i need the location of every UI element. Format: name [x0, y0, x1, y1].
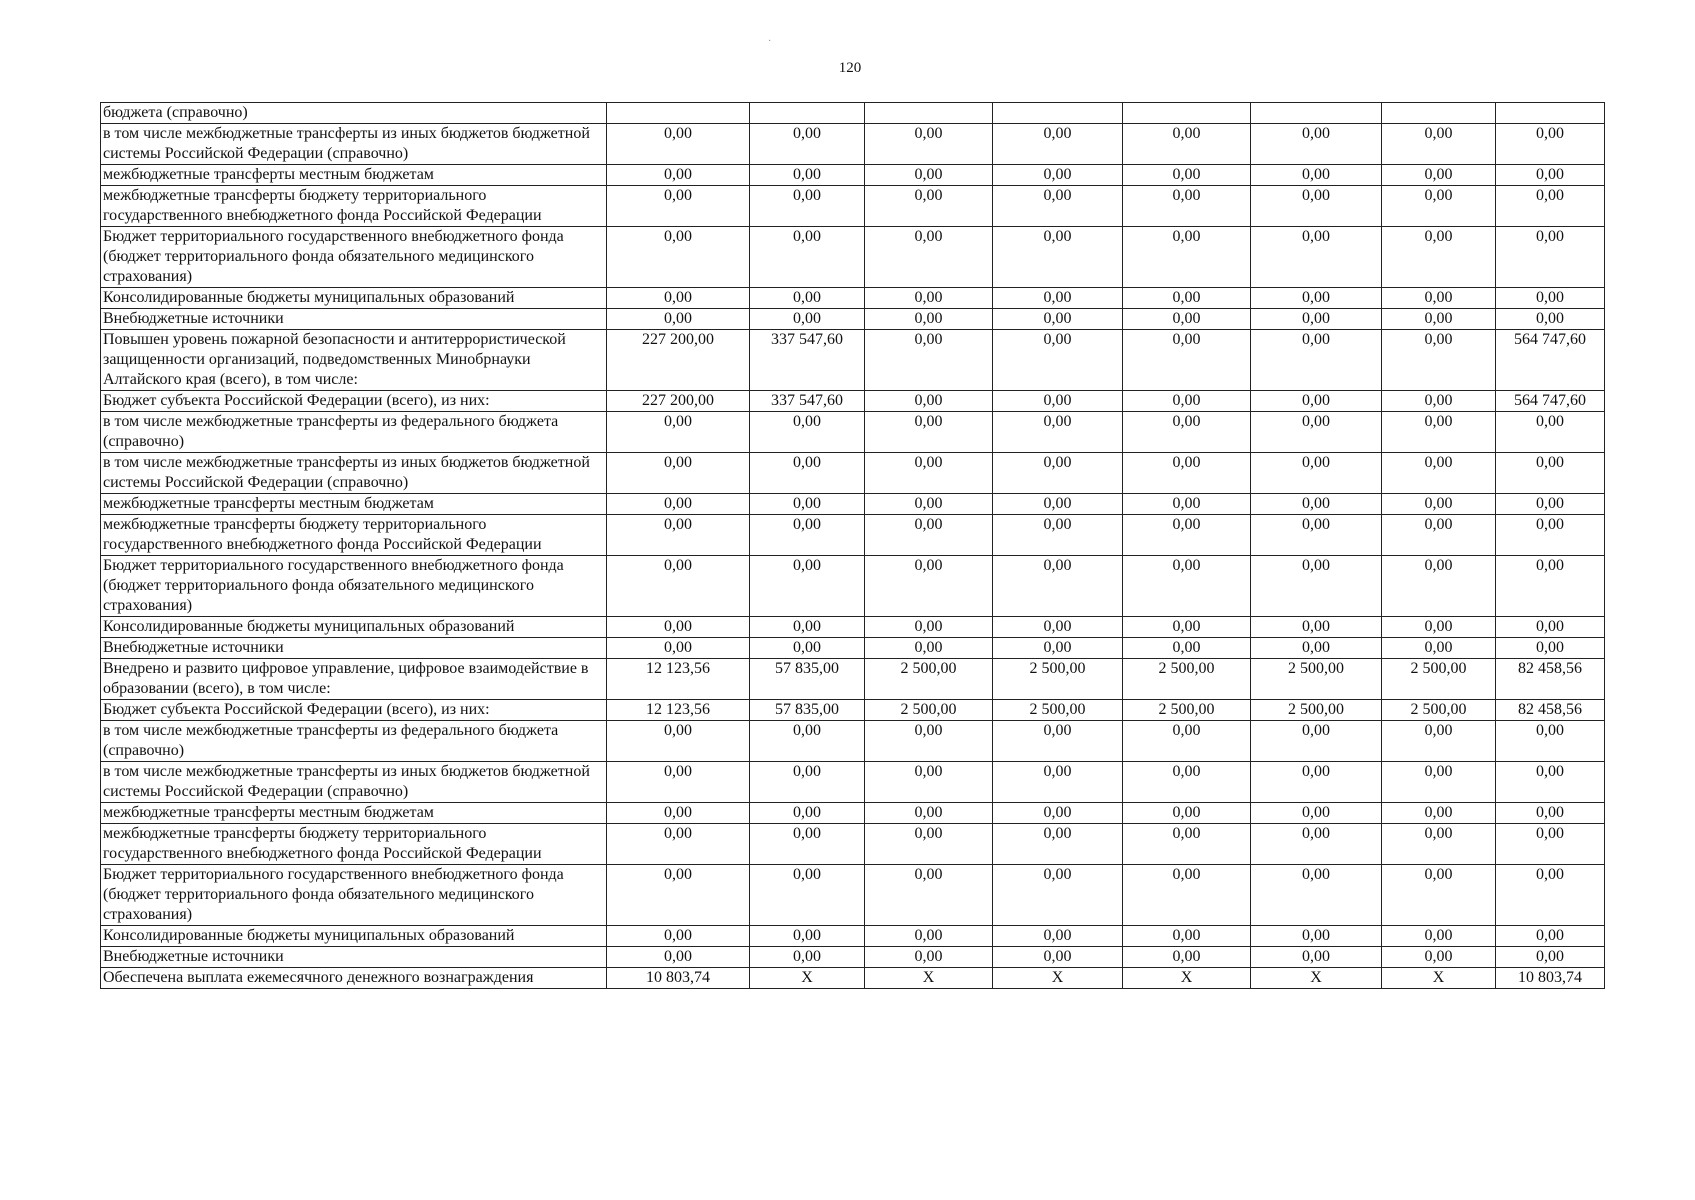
value-cell: 0,00 — [1251, 617, 1382, 638]
value-cell: 0,00 — [865, 824, 993, 865]
value-cell: 0,00 — [993, 515, 1123, 556]
row-label: Повышен уровень пожарной безопасности и антитеррористической защищенности организаций, подведомственных Минобрнауки Алтайского края (всего), в том числе: — [101, 330, 607, 391]
value-cell: 0,00 — [1123, 803, 1251, 824]
value-cell: 0,00 — [607, 638, 750, 659]
value-cell: 2 500,00 — [1251, 700, 1382, 721]
value-cell: 0,00 — [1496, 865, 1605, 926]
row-label: Бюджет территориального государственного внебюджетного фонда (бюджет территориального фонда обязательного медицинского страхования) — [101, 227, 607, 288]
value-cell: 0,00 — [1382, 309, 1496, 330]
value-cell: 0,00 — [750, 453, 865, 494]
value-cell: 0,00 — [1251, 865, 1382, 926]
value-cell: 0,00 — [750, 186, 865, 227]
value-cell: 0,00 — [1496, 638, 1605, 659]
value-cell: 0,00 — [1251, 762, 1382, 803]
value-cell: 0,00 — [1496, 617, 1605, 638]
value-cell: 0,00 — [865, 391, 993, 412]
value-cell: 0,00 — [993, 494, 1123, 515]
value-cell: 0,00 — [865, 330, 993, 391]
value-cell: 227 200,00 — [607, 391, 750, 412]
value-cell: 2 500,00 — [993, 659, 1123, 700]
value-cell: 10 803,74 — [1496, 968, 1605, 989]
value-cell: 0,00 — [993, 926, 1123, 947]
value-cell: 0,00 — [1496, 309, 1605, 330]
value-cell: 0,00 — [1382, 947, 1496, 968]
value-cell: 0,00 — [1496, 926, 1605, 947]
table-row — [101, 288, 1605, 309]
table-body — [101, 103, 1605, 989]
value-cell: 0,00 — [865, 124, 993, 165]
value-cell: 0,00 — [607, 309, 750, 330]
value-cell: 0,00 — [993, 453, 1123, 494]
value-cell: 0,00 — [750, 721, 865, 762]
value-cell: 0,00 — [993, 556, 1123, 617]
value-cell: 0,00 — [1251, 803, 1382, 824]
table-row — [101, 926, 1605, 947]
value-cell: 0,00 — [993, 227, 1123, 288]
row-label: в том числе межбюджетные трансферты из иных бюджетов бюджетной системы Российской Федерации (справочно) — [101, 762, 607, 803]
value-cell: 2 500,00 — [1123, 659, 1251, 700]
value-cell: 0,00 — [865, 638, 993, 659]
value-cell: 0,00 — [1496, 453, 1605, 494]
value-cell: 0,00 — [750, 227, 865, 288]
value-cell: 0,00 — [750, 556, 865, 617]
value-cell: 0,00 — [1123, 824, 1251, 865]
value-cell: 2 500,00 — [1123, 700, 1251, 721]
value-cell: 2 500,00 — [1382, 659, 1496, 700]
value-cell: 0,00 — [1123, 391, 1251, 412]
row-label: в том числе межбюджетные трансферты из федерального бюджета (справочно) — [101, 721, 607, 762]
value-cell: X — [1251, 968, 1382, 989]
value-cell: 0,00 — [1251, 288, 1382, 309]
value-cell: 0,00 — [1123, 288, 1251, 309]
value-cell: 0,00 — [993, 721, 1123, 762]
value-cell: 0,00 — [1496, 947, 1605, 968]
value-cell: 0,00 — [607, 288, 750, 309]
value-cell: 0,00 — [993, 124, 1123, 165]
value-cell: X — [1382, 968, 1496, 989]
value-cell: 0,00 — [865, 186, 993, 227]
value-cell: 0,00 — [607, 947, 750, 968]
value-cell: 0,00 — [1123, 947, 1251, 968]
value-cell: 0,00 — [865, 515, 993, 556]
table-row — [101, 556, 1605, 617]
row-label: Консолидированные бюджеты муниципальных образований — [101, 288, 607, 309]
value-cell: 0,00 — [750, 494, 865, 515]
value-cell: 0,00 — [993, 947, 1123, 968]
value-cell: 0,00 — [1496, 186, 1605, 227]
value-cell: 82 458,56 — [1496, 659, 1605, 700]
value-cell: 0,00 — [1123, 453, 1251, 494]
value-cell: X — [993, 968, 1123, 989]
value-cell: 0,00 — [865, 803, 993, 824]
value-cell: 0,00 — [1251, 165, 1382, 186]
row-label: межбюджетные трансферты местным бюджетам — [101, 494, 607, 515]
value-cell: 0,00 — [750, 926, 865, 947]
value-cell — [865, 103, 993, 124]
value-cell: 0,00 — [1123, 227, 1251, 288]
row-label: Внебюджетные источники — [101, 638, 607, 659]
value-cell: 0,00 — [750, 515, 865, 556]
value-cell: 0,00 — [1382, 165, 1496, 186]
value-cell: 0,00 — [607, 412, 750, 453]
value-cell: 0,00 — [607, 824, 750, 865]
value-cell: 0,00 — [750, 947, 865, 968]
value-cell: 564 747,60 — [1496, 391, 1605, 412]
value-cell: X — [750, 968, 865, 989]
value-cell: 0,00 — [1251, 515, 1382, 556]
value-cell: 0,00 — [1496, 556, 1605, 617]
table-row — [101, 330, 1605, 391]
row-label: Обеспечена выплата ежемесячного денежного вознаграждения — [101, 968, 607, 989]
value-cell: 0,00 — [1251, 947, 1382, 968]
value-cell: 57 835,00 — [750, 700, 865, 721]
row-label: Внедрено и развито цифровое управление, цифровое взаимодействие в образовании (всего), в том числе: — [101, 659, 607, 700]
value-cell: 2 500,00 — [865, 659, 993, 700]
value-cell: 0,00 — [865, 309, 993, 330]
value-cell: 12 123,56 — [607, 659, 750, 700]
value-cell: 0,00 — [1251, 412, 1382, 453]
table-row — [101, 412, 1605, 453]
table-row — [101, 803, 1605, 824]
value-cell: 0,00 — [607, 124, 750, 165]
value-cell: 0,00 — [865, 865, 993, 926]
value-cell: 0,00 — [1496, 412, 1605, 453]
value-cell: 0,00 — [750, 617, 865, 638]
value-cell: 0,00 — [750, 288, 865, 309]
row-label: межбюджетные трансферты бюджету территориального государственного внебюджетного фонда Российской Федерации — [101, 515, 607, 556]
value-cell: 0,00 — [1382, 824, 1496, 865]
value-cell: 0,00 — [750, 638, 865, 659]
value-cell: 0,00 — [1251, 824, 1382, 865]
value-cell: 0,00 — [1496, 124, 1605, 165]
value-cell: 0,00 — [993, 391, 1123, 412]
value-cell: 0,00 — [1251, 556, 1382, 617]
row-label: в том числе межбюджетные трансферты из иных бюджетов бюджетной системы Российской Федерации (справочно) — [101, 453, 607, 494]
table-row — [101, 762, 1605, 803]
value-cell: 0,00 — [993, 186, 1123, 227]
table-row — [101, 309, 1605, 330]
table-row — [101, 659, 1605, 700]
value-cell: 0,00 — [993, 412, 1123, 453]
value-cell: 2 500,00 — [1382, 700, 1496, 721]
value-cell: 0,00 — [1382, 124, 1496, 165]
value-cell: 0,00 — [607, 227, 750, 288]
value-cell: 0,00 — [750, 412, 865, 453]
value-cell: 0,00 — [607, 556, 750, 617]
value-cell: 0,00 — [1123, 186, 1251, 227]
row-label: межбюджетные трансферты бюджету территориального государственного внебюджетного фонда Российской Федерации — [101, 824, 607, 865]
value-cell: 0,00 — [1251, 330, 1382, 391]
value-cell: 0,00 — [1382, 494, 1496, 515]
table-row — [101, 721, 1605, 762]
value-cell: 0,00 — [1496, 721, 1605, 762]
value-cell: 0,00 — [1496, 165, 1605, 186]
value-cell: 0,00 — [1382, 762, 1496, 803]
table-row — [101, 700, 1605, 721]
value-cell: 0,00 — [865, 494, 993, 515]
value-cell: 0,00 — [750, 865, 865, 926]
table-row — [101, 865, 1605, 926]
value-cell: 0,00 — [1496, 288, 1605, 309]
value-cell: X — [1123, 968, 1251, 989]
value-cell: 0,00 — [993, 638, 1123, 659]
value-cell: 0,00 — [1123, 638, 1251, 659]
value-cell: 0,00 — [607, 926, 750, 947]
value-cell: 0,00 — [607, 721, 750, 762]
value-cell: 0,00 — [607, 165, 750, 186]
value-cell: 0,00 — [993, 824, 1123, 865]
value-cell: 0,00 — [865, 288, 993, 309]
value-cell: 0,00 — [607, 453, 750, 494]
value-cell: 0,00 — [865, 762, 993, 803]
value-cell: 0,00 — [993, 165, 1123, 186]
value-cell: 0,00 — [1123, 309, 1251, 330]
row-label: Бюджет территориального государственного внебюджетного фонда (бюджет территориального фонда обязательного медицинского страхования) — [101, 556, 607, 617]
table-row — [101, 186, 1605, 227]
row-label: Бюджет субъекта Российской Федерации (всего), из них: — [101, 391, 607, 412]
value-cell: 0,00 — [1251, 926, 1382, 947]
value-cell: 10 803,74 — [607, 968, 750, 989]
value-cell: 0,00 — [865, 721, 993, 762]
value-cell: 0,00 — [865, 926, 993, 947]
value-cell: 0,00 — [1123, 494, 1251, 515]
row-label: Консолидированные бюджеты муниципальных образований — [101, 617, 607, 638]
value-cell: 0,00 — [607, 762, 750, 803]
table-row — [101, 515, 1605, 556]
value-cell: 0,00 — [1382, 721, 1496, 762]
row-label: в том числе межбюджетные трансферты из федерального бюджета (справочно) — [101, 412, 607, 453]
value-cell: 0,00 — [1123, 617, 1251, 638]
value-cell: 0,00 — [1382, 288, 1496, 309]
value-cell: 0,00 — [750, 165, 865, 186]
value-cell: 0,00 — [1123, 515, 1251, 556]
value-cell: 0,00 — [1382, 556, 1496, 617]
value-cell: 2 500,00 — [865, 700, 993, 721]
row-label: Консолидированные бюджеты муниципальных образований — [101, 926, 607, 947]
value-cell: 0,00 — [750, 309, 865, 330]
value-cell: X — [865, 968, 993, 989]
table-row — [101, 494, 1605, 515]
value-cell: 227 200,00 — [607, 330, 750, 391]
value-cell: 0,00 — [1251, 721, 1382, 762]
value-cell: 82 458,56 — [1496, 700, 1605, 721]
row-label: бюджета (справочно) — [101, 103, 607, 124]
row-label: Бюджет территориального государственного внебюджетного фонда (бюджет территориального фонда обязательного медицинского страхования) — [101, 865, 607, 926]
value-cell: 564 747,60 — [1496, 330, 1605, 391]
value-cell: 0,00 — [1251, 309, 1382, 330]
value-cell: 0,00 — [607, 617, 750, 638]
value-cell: 0,00 — [865, 165, 993, 186]
table-row — [101, 227, 1605, 288]
value-cell: 0,00 — [607, 494, 750, 515]
value-cell — [1382, 103, 1496, 124]
value-cell — [750, 103, 865, 124]
page-number: 120 — [838, 60, 862, 76]
value-cell: 0,00 — [1496, 494, 1605, 515]
value-cell: 0,00 — [607, 803, 750, 824]
value-cell: 0,00 — [1123, 926, 1251, 947]
value-cell: 0,00 — [865, 947, 993, 968]
value-cell — [1496, 103, 1605, 124]
value-cell: 0,00 — [1123, 330, 1251, 391]
value-cell: 0,00 — [1123, 124, 1251, 165]
value-cell: 0,00 — [865, 412, 993, 453]
value-cell: 0,00 — [865, 227, 993, 288]
value-cell — [1251, 103, 1382, 124]
value-cell: 0,00 — [1496, 803, 1605, 824]
value-cell: 0,00 — [1123, 865, 1251, 926]
value-cell: 0,00 — [1382, 638, 1496, 659]
value-cell: 0,00 — [1382, 617, 1496, 638]
value-cell: 0,00 — [993, 762, 1123, 803]
value-cell: 337 547,60 — [750, 391, 865, 412]
value-cell: 0,00 — [993, 617, 1123, 638]
table-row — [101, 165, 1605, 186]
value-cell: 12 123,56 — [607, 700, 750, 721]
table-row — [101, 638, 1605, 659]
value-cell: 0,00 — [865, 556, 993, 617]
value-cell: 0,00 — [993, 803, 1123, 824]
table-row — [101, 453, 1605, 494]
value-cell: 0,00 — [1496, 762, 1605, 803]
value-cell: 2 500,00 — [1251, 659, 1382, 700]
value-cell: 0,00 — [1382, 453, 1496, 494]
value-cell: 0,00 — [1382, 865, 1496, 926]
value-cell — [993, 103, 1123, 124]
value-cell: 0,00 — [1251, 494, 1382, 515]
value-cell: 0,00 — [1251, 453, 1382, 494]
value-cell: 57 835,00 — [750, 659, 865, 700]
value-cell: 0,00 — [750, 762, 865, 803]
row-label: Внебюджетные источники — [101, 309, 607, 330]
value-cell: 0,00 — [1496, 227, 1605, 288]
value-cell: 0,00 — [750, 824, 865, 865]
row-label: межбюджетные трансферты местным бюджетам — [101, 165, 607, 186]
value-cell: 0,00 — [607, 865, 750, 926]
value-cell: 0,00 — [1382, 926, 1496, 947]
value-cell: 0,00 — [1123, 165, 1251, 186]
row-label: межбюджетные трансферты бюджету территориального государственного внебюджетного фонда Российской Федерации — [101, 186, 607, 227]
value-cell: 2 500,00 — [993, 700, 1123, 721]
value-cell: 0,00 — [1123, 556, 1251, 617]
value-cell: 0,00 — [607, 515, 750, 556]
budget-table — [100, 102, 1605, 989]
value-cell: 0,00 — [993, 865, 1123, 926]
table-row — [101, 103, 1605, 124]
value-cell: 0,00 — [1251, 638, 1382, 659]
table-row — [101, 947, 1605, 968]
value-cell — [607, 103, 750, 124]
value-cell: 0,00 — [607, 186, 750, 227]
value-cell: 337 547,60 — [750, 330, 865, 391]
row-label: межбюджетные трансферты местным бюджетам — [101, 803, 607, 824]
table-row — [101, 391, 1605, 412]
value-cell — [1123, 103, 1251, 124]
scan-mark: · — [768, 36, 772, 47]
value-cell: 0,00 — [993, 309, 1123, 330]
row-label: в том числе межбюджетные трансферты из иных бюджетов бюджетной системы Российской Федерации (справочно) — [101, 124, 607, 165]
value-cell: 0,00 — [1382, 330, 1496, 391]
value-cell: 0,00 — [1496, 824, 1605, 865]
value-cell: 0,00 — [865, 617, 993, 638]
value-cell: 0,00 — [865, 453, 993, 494]
value-cell: 0,00 — [993, 288, 1123, 309]
row-label: Бюджет субъекта Российской Федерации (всего), из них: — [101, 700, 607, 721]
value-cell: 0,00 — [1123, 721, 1251, 762]
table-row — [101, 968, 1605, 989]
table-row — [101, 617, 1605, 638]
value-cell: 0,00 — [750, 803, 865, 824]
value-cell: 0,00 — [1251, 227, 1382, 288]
value-cell: 0,00 — [1251, 124, 1382, 165]
value-cell: 0,00 — [1382, 515, 1496, 556]
value-cell: 0,00 — [1382, 391, 1496, 412]
table-row — [101, 824, 1605, 865]
value-cell: 0,00 — [1251, 391, 1382, 412]
value-cell: 0,00 — [1496, 515, 1605, 556]
value-cell: 0,00 — [1123, 412, 1251, 453]
value-cell: 0,00 — [993, 330, 1123, 391]
value-cell: 0,00 — [1382, 186, 1496, 227]
value-cell: 0,00 — [1251, 186, 1382, 227]
value-cell: 0,00 — [1123, 762, 1251, 803]
value-cell: 0,00 — [750, 124, 865, 165]
row-label: Внебюджетные источники — [101, 947, 607, 968]
table-row — [101, 124, 1605, 165]
value-cell: 0,00 — [1382, 412, 1496, 453]
value-cell: 0,00 — [1382, 227, 1496, 288]
value-cell: 0,00 — [1382, 803, 1496, 824]
